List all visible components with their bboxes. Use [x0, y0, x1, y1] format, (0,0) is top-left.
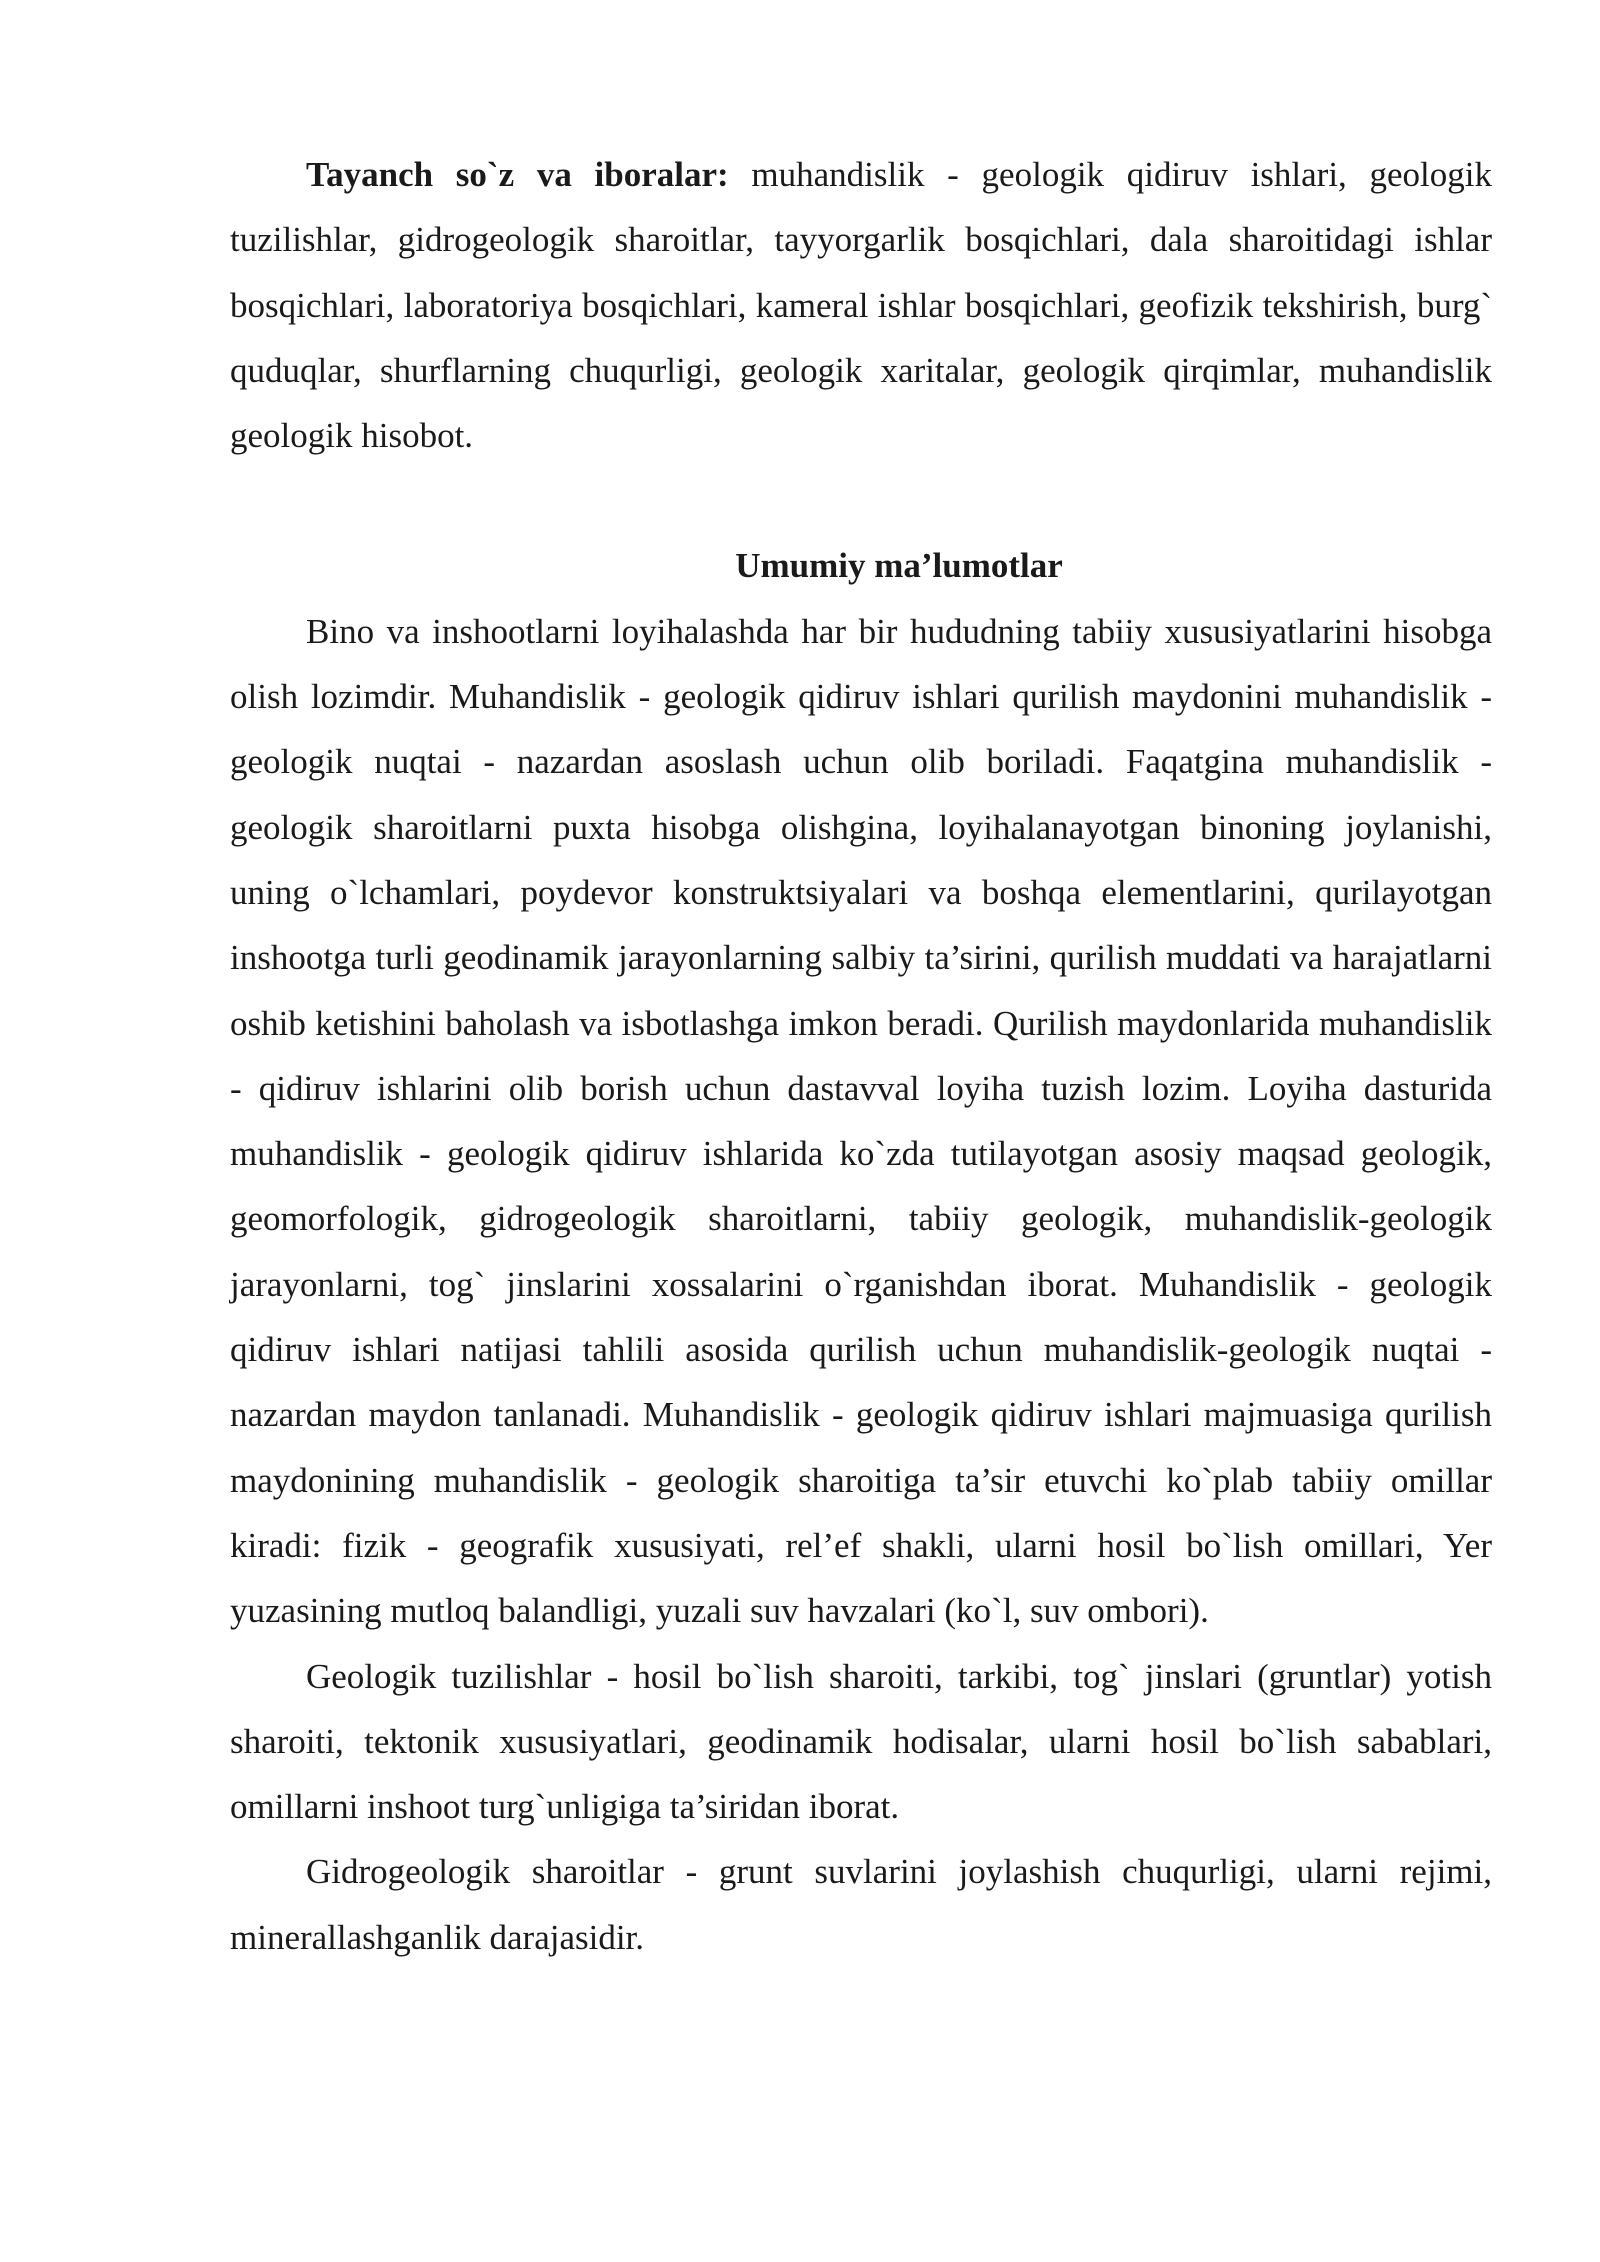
section-heading: Umumiy ma’lumotlar [735, 546, 1063, 586]
keywords-label: Tayanch so`z va iboralar: [306, 155, 729, 194]
keywords-paragraph [230, 142, 1492, 468]
keywords-text: muhandislik - geologik qidiruv ishlari, geologik tuzilishlar, gidrogeologik sharoitlar, tayyorgarlik bosqichlari, dala sharoitidagi ishlar bosqichlari, laboratoriya bosqichlari, kameral ishlar bosqichlari, geofizik tekshirish, burg` quduqlar, shurflarning chuqurligi, geologik xaritalar, geologik qirqimlar, muhandislik geologik hisobot. [230, 155, 1493, 456]
body-paragraph-2: Geologik tuzilishlar - hosil bo`lish sharoiti, tarkibi, tog` jinslari (gruntlar) yotish sharoiti, tektonik xususiyatlari, geodinamik hodisalar, ularni hosil bo`lish sabablari, omillarni inshoot turg`unligiga ta’siridan iborat. [230, 1656, 1492, 1827]
body-paragraph-1: Bino va inshootlarni loyihalashda har bir hududning tabiiy xususiyatlarini hisobga olish lozimdir. Muhandislik - geologik qidiruv ishlari qurilish maydonini muhandislik - geologik nuqtai - nazardan asoslash uchun olib boriladi. Faqatgina muhandislik - geologik sharoitlarni puxta hisobga olishgina, loyihalanayotgan binoning joylanishi, uning o`lchamlari, poydevor konstruktsiyalari va boshqa elementlarini, qurilayotgan inshootga turli geodinamik jarayonlarning salbiy ta’sirini, qurilish muddati va harajatlarni oshib ketishini baholash va isbotlashga imkon beradi. Qurilish maydonlarida muhandislik - qidiruv ishlarini olib borish uchun dastavval loyiha tuzish lozim. Loyiha dasturida muhandislik - geologik qidiruv ishlarida ko`zda tutilayotgan asosiy maqsad geologik, geomorfologik, gidrogeologik sharoitlarni, tabiiy geologik, muhandislik-geologik jarayonlarni, tog` jinslarini xossalarini o`rganishdan iborat. Muhandislik - geologik qidiruv ishlari natijasi tahlili asosida qurilish uchun muhandislik-geologik nuqtai - nazardan maydon tanlanadi. Muhandislik - geologik qidiruv ishlari majmuasiga qurilish maydonining muhandislik - geologik sharoitiga ta’sir etuvchi ko`plab tabiiy omillar kiradi: fizik - geografik xususiyati, rel’ef shakli, ularni hosil bo`lish omillari, Yer yuzasining mutloq balandligi, yuzali suv havzalari (ko`l, suv ombori). [230, 611, 1492, 1631]
page-content [230, 142, 1492, 1970]
body-paragraph-3: Gidrogeologik sharoitlar - grunt suvlarini joylashish chuqurligi, ularni rejimi, minerallashganlik darajasidir. [230, 1852, 1492, 1957]
